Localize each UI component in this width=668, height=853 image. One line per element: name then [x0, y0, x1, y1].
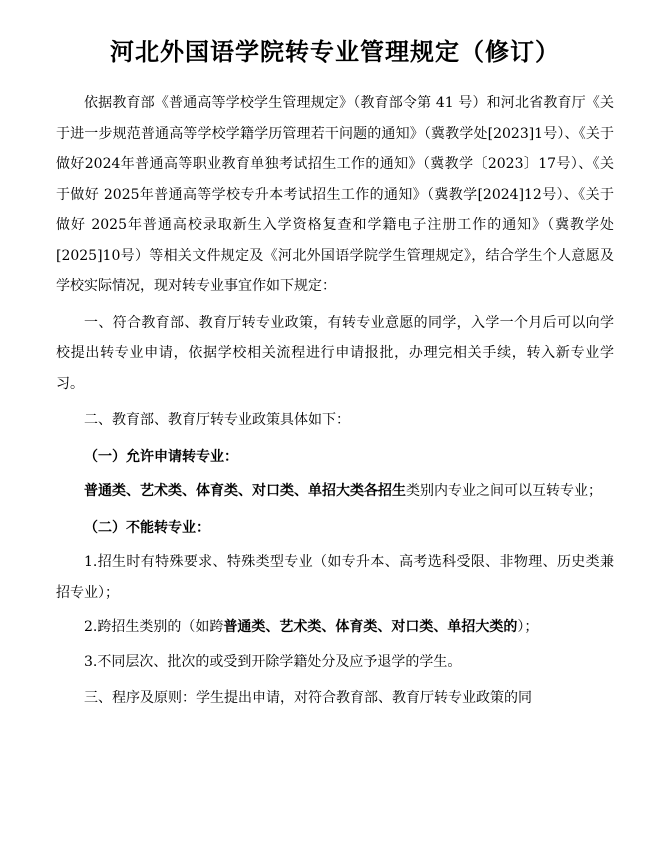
section-2-paragraph: 二、教育部、教育厅转专业政策具体如下：: [84, 412, 350, 428]
section-3-paragraph: 三、程序及原则：学生提出申请，对符合教育部、教育厅转专业政策的同: [84, 690, 532, 706]
section-1-paragraph: 一、符合教育部、教育厅转专业政策，有转专业意愿的同学，入学一个月后可以向学校提出转专业申请，依据学校相关流程进行申请报批，办理完相关手续，转入新专业学习。: [56, 314, 614, 392]
allowed-heading: （一）允许申请转专业：: [84, 448, 238, 465]
not-allowed-heading: （二）不能转专业：: [84, 519, 210, 536]
document-title: 河北外国语学院转专业管理规定（修订）: [110, 37, 560, 66]
not-allowed-item-1: 1.招生时有特殊要求、特殊类型专业（如专升本、高考选科受限、非物理、历史类兼招专业）；: [56, 554, 614, 601]
allowed-rest-text: 类别内专业之间可以互转专业；: [406, 483, 602, 499]
not-allowed-item-3: 3.不同层次、批次的或受到开除学籍处分及应予退学的学生。: [84, 653, 462, 670]
not-allowed-item-2: [56, 612, 614, 643]
allowed-paragraph: [56, 476, 614, 507]
allowed-bold-text: 普通类、艺术类、体育类、对口类、单招大类各招生: [84, 483, 406, 499]
item-2-prefix: 2.跨招生类别的（如跨: [84, 619, 224, 635]
item-2-bold-text: 普通类、艺术类、体育类、对口类、单招大类的: [223, 619, 518, 635]
intro-paragraph: 依据教育部《普通高等学校学生管理规定》（教育部令第 41 号）和河北省教育厅《关于进一步规范普通高等学校学籍学历管理若干问题的通知》（冀教学处[2023]1号）、《关于做好2024年普通高等职业教育单独考试招生工作的通知》（冀教学〔2023〕17号）、《关于做好 2025年普通高等学校专升本考试招生工作的通知》（冀教学[2024]12号）、《关于做好 2025年普通高校录取新生入学资格复查和学籍电子注册工作的通知》（冀教学处[2025]10号）等相关文件规定及《河北外国语学院学生管理规定》，结合学生个人意愿及学校实际情况，现对转专业事宜作如下规定：: [56, 95, 614, 294]
item-2-suffix: ）；: [517, 619, 539, 635]
